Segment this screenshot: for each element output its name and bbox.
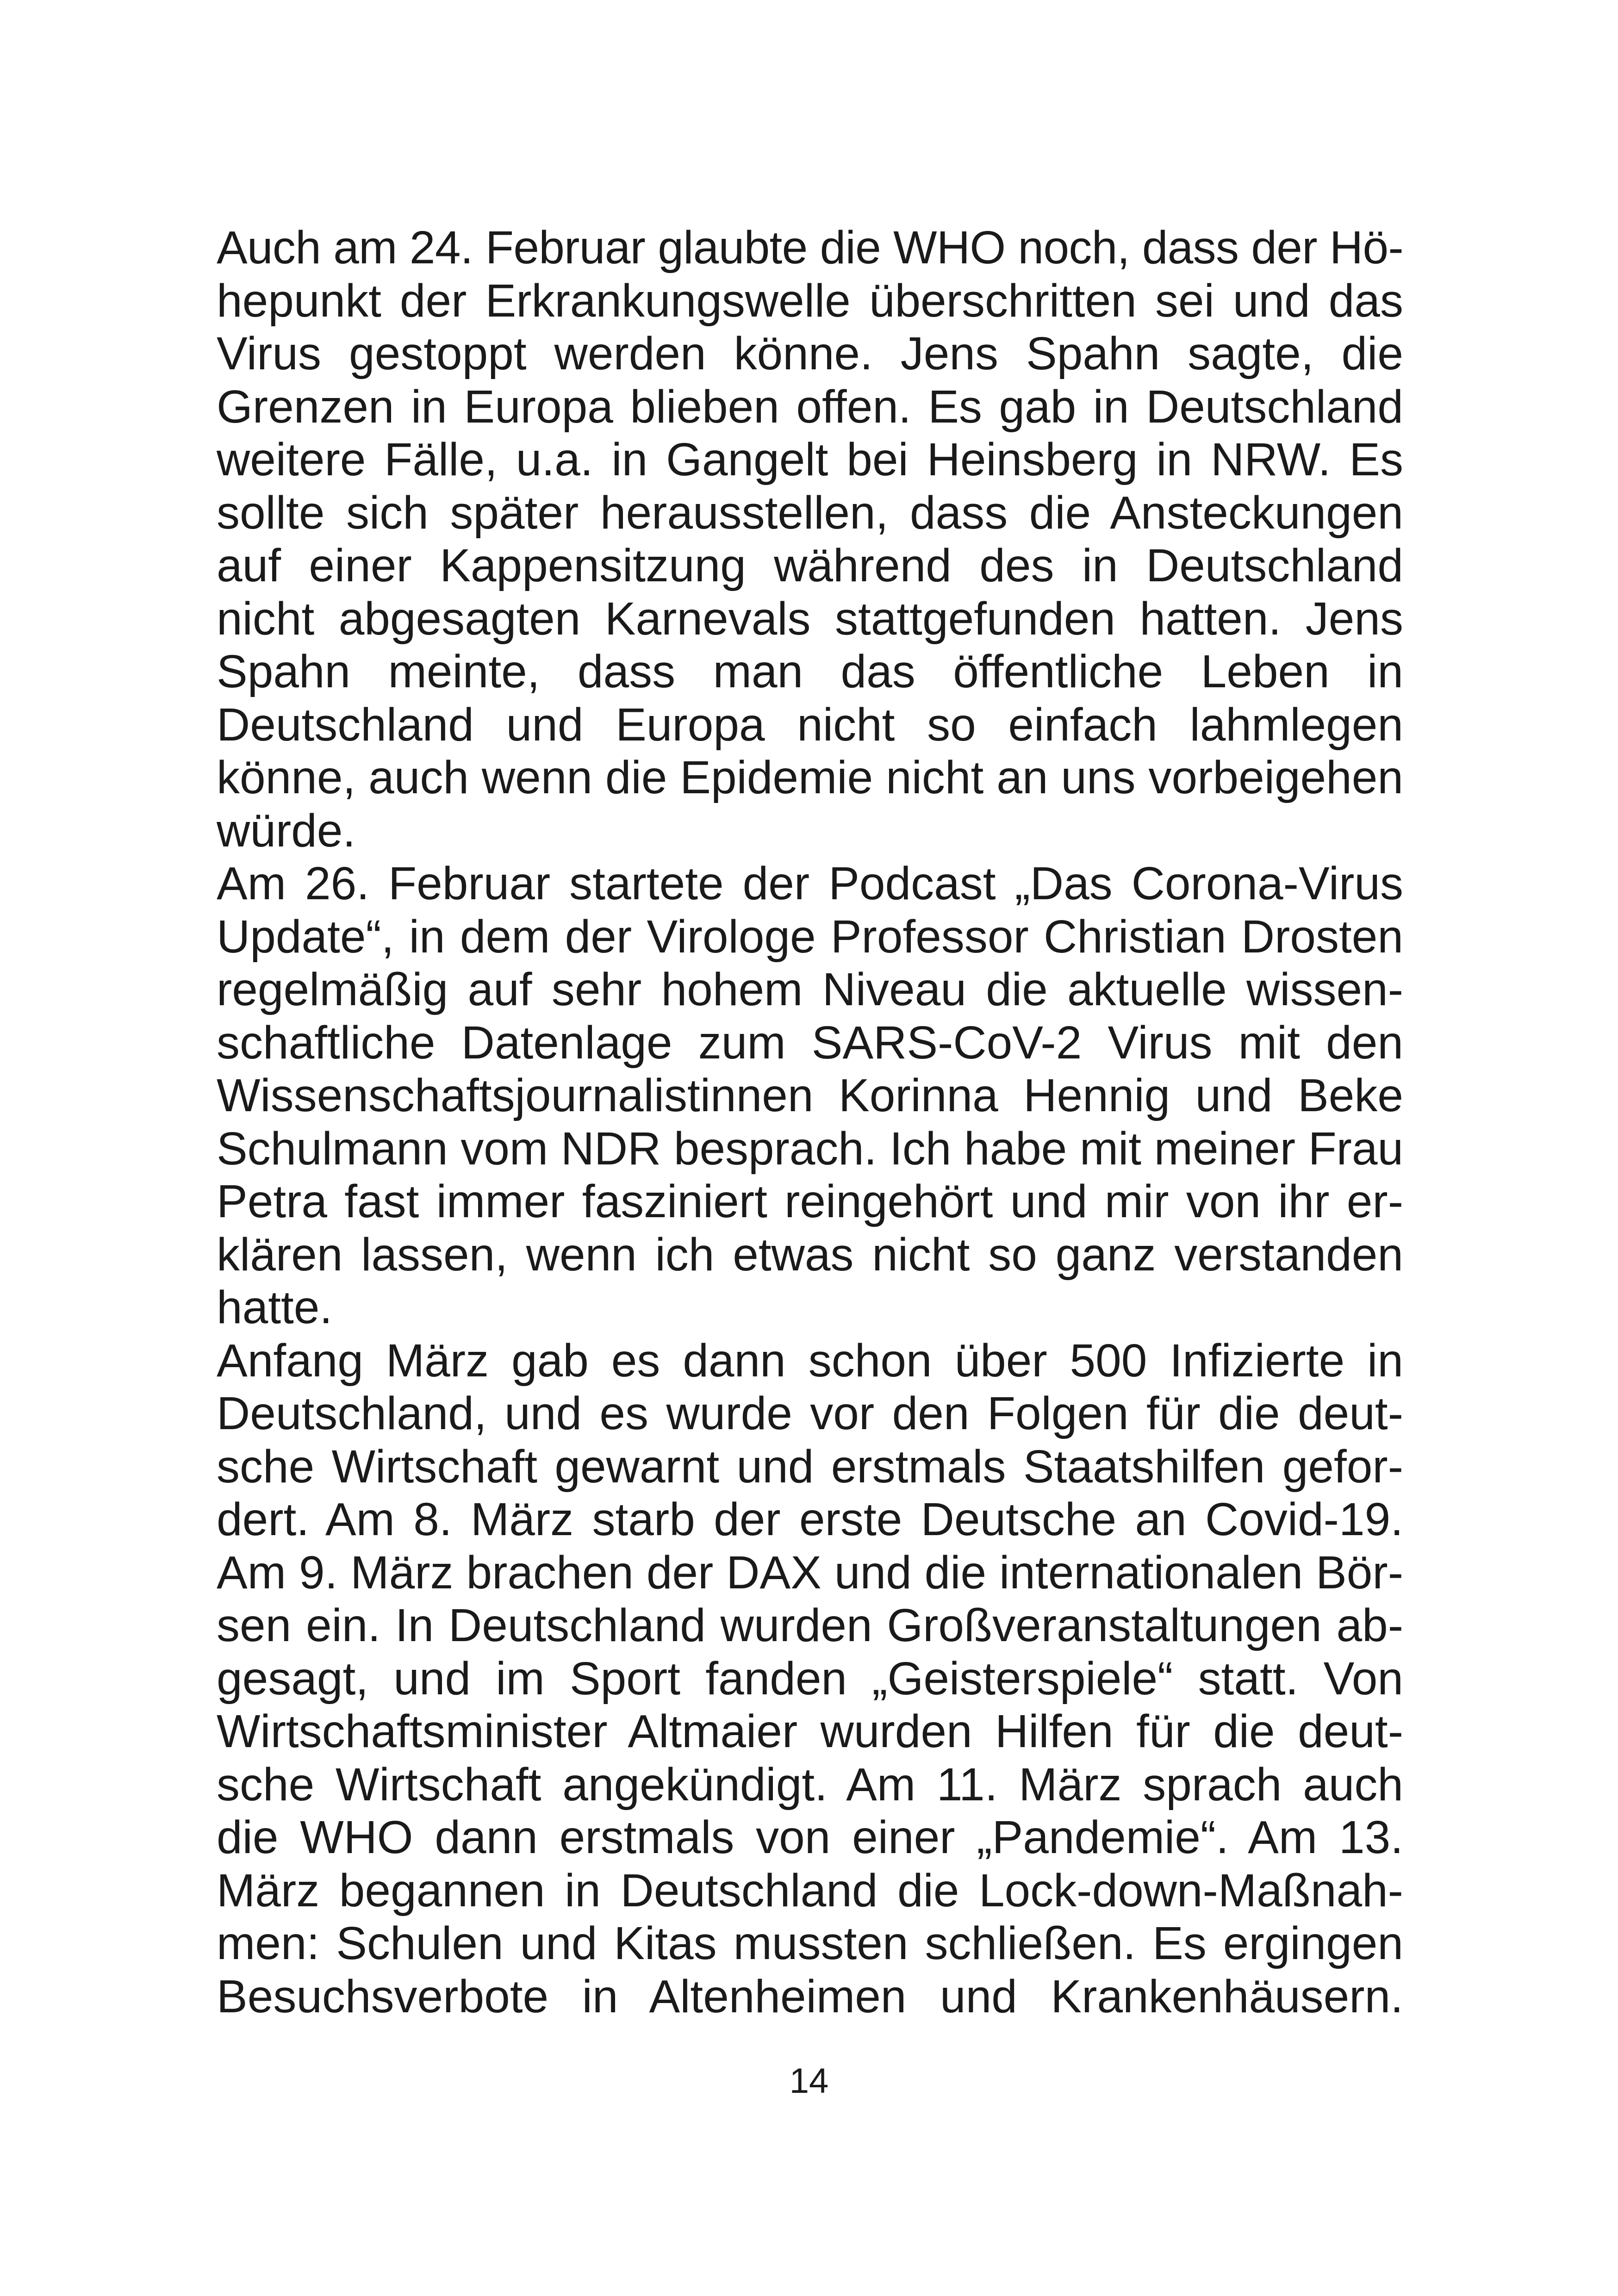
- text-line: regelmäßig auf sehr hohem Niveau die aktuelle wissen-: [217, 964, 1403, 1015]
- text-line: Petra fast immer fasziniert reingehört und mir von ihr er-: [217, 1176, 1403, 1227]
- text-line: sollte sich später herausstellen, dass die Ansteckungen: [217, 486, 1403, 539]
- text-line: sen ein. In Deutschland wurden Großveranstaltungen ab-: [217, 1599, 1403, 1651]
- text-line: hepunkt der Erkrankungswelle überschritten sei und das: [217, 274, 1403, 327]
- text-line: würde.: [217, 804, 356, 857]
- text-line: Spahn meinte, dass man das öffentliche Leben in: [217, 646, 1403, 697]
- text-line: könne, auch wenn die Epidemie nicht an uns vorbeigehen: [217, 752, 1403, 803]
- text-line: sche Wirtschaft angekündigt. Am 11. März sprach auch: [217, 1758, 1403, 1811]
- text-line: Anfang März gab es dann schon über 500 Infizierte in: [217, 1334, 1403, 1387]
- text-line: Update“, in dem der Virologe Professor Christian Drosten: [217, 910, 1403, 963]
- page-number: 14: [789, 2061, 829, 2101]
- text-line: Deutschland und Europa nicht so einfach lahmlegen: [217, 698, 1403, 751]
- text-line: weitere Fälle, u.a. in Gangelt bei Heinsberg in NRW. Es: [217, 434, 1403, 485]
- text-line: Grenzen in Europa blieben offen. Es gab in Deutschland: [217, 380, 1403, 433]
- text-line: Am 26. Februar startete der Podcast „Das Corona-Virus: [217, 858, 1403, 909]
- text-line: die WHO dann erstmals von einer „Pandemie“. Am 13.: [217, 1811, 1403, 1863]
- text-line: März begannen in Deutschland die Lock-down-Maßnah-: [217, 1864, 1403, 1916]
- text-line: Wirtschaftsminister Altmaier wurden Hilfen für die deut-: [217, 1705, 1403, 1757]
- text-line: sche Wirtschaft gewarnt und erstmals Staatshilfen gefor-: [217, 1440, 1403, 1493]
- text-line: Am 9. März brachen der DAX und die internationalen Bör-: [217, 1546, 1403, 1599]
- body-text: [217, 221, 1403, 2023]
- text-line: auf einer Kappensitzung während des in Deutschland: [217, 540, 1403, 591]
- text-line: Schulmann vom NDR besprach. Ich habe mit meiner Frau: [217, 1122, 1403, 1175]
- text-line: Wissenschaftsjournalistinnen Korinna Hennig und Beke: [217, 1070, 1403, 1121]
- text-line: klären lassen, wenn ich etwas nicht so ganz verstanden: [217, 1228, 1403, 1281]
- text-line: dert. Am 8. März starb der erste Deutsche an Covid-19.: [217, 1493, 1403, 1545]
- text-line: Virus gestoppt werden könne. Jens Spahn sagte, die: [217, 328, 1403, 380]
- text-line: Deutschland, und es wurde vor den Folgen für die deut-: [217, 1388, 1403, 1439]
- text-line: gesagt, und im Sport fanden „Geisterspiele“ statt. Von: [217, 1652, 1403, 1705]
- text-line: nicht abgesagten Karnevals stattgefunden hatten. Jens: [217, 592, 1403, 645]
- text-line: schaftliche Datenlage zum SARS-CoV-2 Virus mit den: [217, 1016, 1403, 1069]
- text-line: Besuchsverbote in Altenheimen und Krankenhäusern.: [217, 1970, 1403, 2022]
- text-line: Auch am 24. Februar glaubte die WHO noch, dass der Hö-: [217, 222, 1403, 274]
- text-line: hatte.: [217, 1282, 333, 1333]
- text-line: men: Schulen und Kitas mussten schließen. Es ergingen: [217, 1917, 1403, 1969]
